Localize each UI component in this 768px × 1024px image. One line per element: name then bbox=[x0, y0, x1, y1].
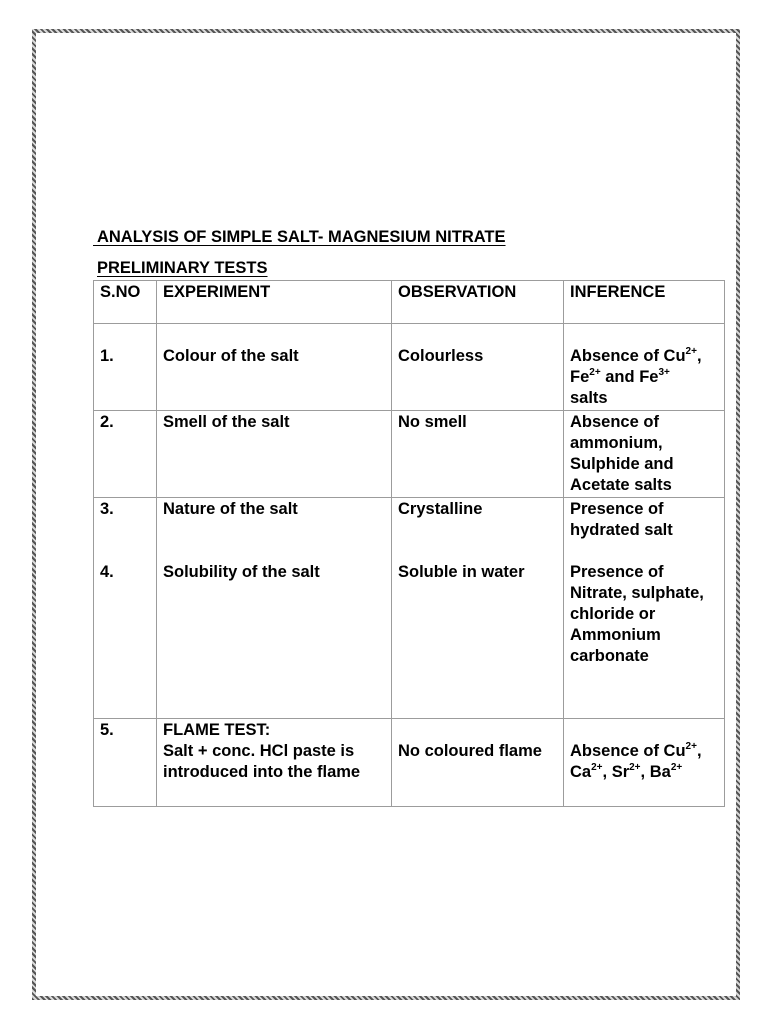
header-inference: INFERENCE bbox=[564, 281, 725, 324]
header-experiment: EXPERIMENT bbox=[157, 281, 392, 324]
row-inference: Absence of $Cu^{2+}$, $Fe^{2+}$ and $Fe^{3+}$ salts bbox=[564, 324, 725, 411]
row-sno: 3. 4. bbox=[94, 498, 157, 719]
table-row bbox=[94, 411, 725, 498]
row-sno: 1. bbox=[94, 324, 157, 411]
row-observation: No coloured flame bbox=[392, 719, 564, 807]
preliminary-tests-table bbox=[93, 280, 725, 807]
row-observation: No smell bbox=[392, 411, 564, 498]
row-inference: Presence of hydrated salt Presence of Nitrate, sulphate, chloride or Ammonium carbonate bbox=[564, 498, 725, 719]
table-row bbox=[94, 324, 725, 411]
header-sno: S.NO bbox=[94, 281, 157, 324]
row-experiment: Colour of the salt bbox=[157, 324, 392, 411]
table-header-row bbox=[94, 281, 725, 324]
table-row bbox=[94, 719, 725, 807]
row-experiment: Nature of the salt Solubility of the salt bbox=[157, 498, 392, 719]
row-experiment: FLAME TEST: Salt + conc. HCl paste is introduced into the flame bbox=[157, 719, 392, 807]
row-sno: 2. bbox=[94, 411, 157, 498]
table-row bbox=[94, 498, 725, 719]
header-observation: OBSERVATION bbox=[392, 281, 564, 324]
section-heading: PRELIMINARY TESTS bbox=[97, 259, 268, 277]
row-sno: 5. bbox=[94, 719, 157, 807]
row-observation: Colourless bbox=[392, 324, 564, 411]
row-experiment: Smell of the salt bbox=[157, 411, 392, 498]
document-title: ANALYSIS OF SIMPLE SALT- MAGNESIUM NITRATE bbox=[93, 228, 506, 246]
row-inference: Absence of $Cu^{2+}$, $Ca^{2+}$, $Sr^{2+}$, $Ba^{2+}$ bbox=[564, 719, 725, 807]
row-observation: Crystalline Soluble in water bbox=[392, 498, 564, 719]
row-inference: Absence of ammonium, Sulphide and Acetate salts bbox=[564, 411, 725, 498]
